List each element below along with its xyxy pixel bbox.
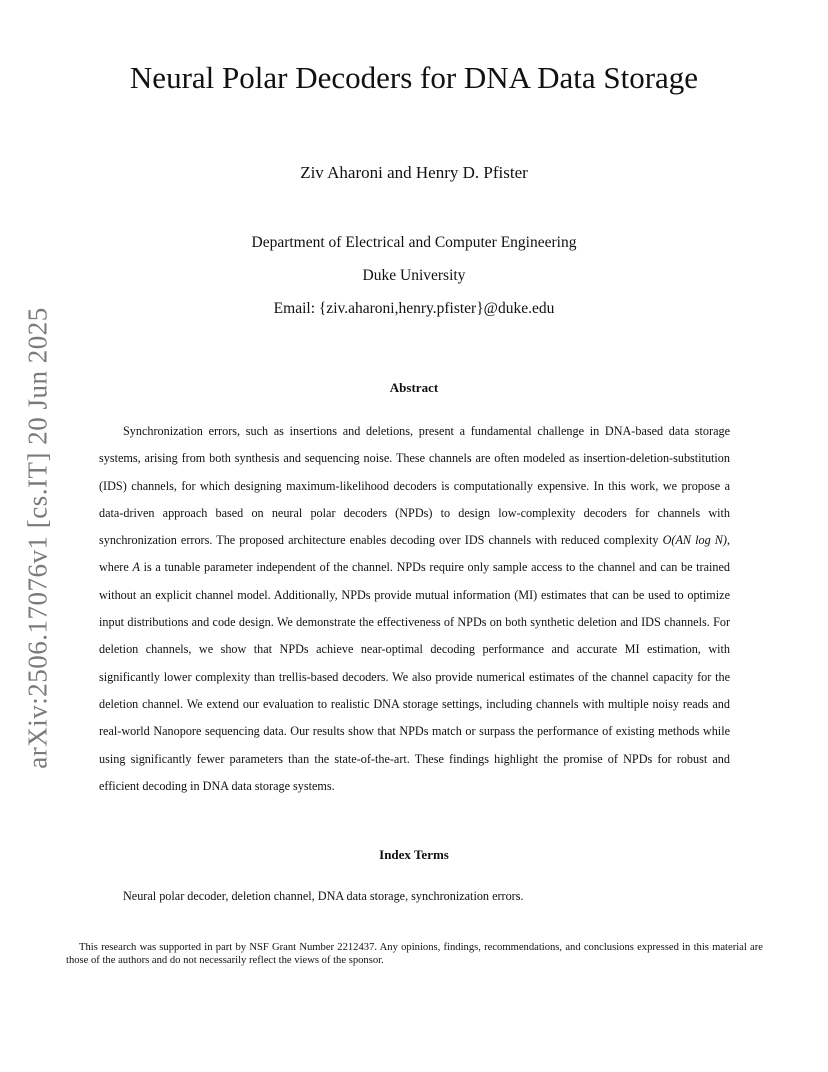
affiliation-university: Duke University [362,267,466,284]
index-terms-heading: Index Terms [379,847,449,862]
affiliation-department: Department of Electrical and Computer Engineering [251,234,577,251]
affiliation-email: Email: {ziv.aharoni,henry.pfister}@duke.edu [273,300,555,317]
complexity-expression: O(AN log N) [662,533,727,548]
abstract-text-part-2: , where [99,533,730,575]
arxiv-identifier-stamp: arXiv:2506.17076v1 [cs.IT] 20 Jun 2025 [22,307,53,769]
abstract-body [99,418,730,800]
abstract-text-part-1: Synchronization errors, such as insertions and deletions, present a fundamental challenge in DNA-based data storage systems, arising from both synthesis and sequencing noise. These channels are often modeled as insertion-deletion-substitution (IDS) channels, for which designing maximum-likelihood decoders is computationally expensive. In this work, we propose a data-driven approach based on neural polar decoders (NPDs) to design low-complexity decoders for channels with synchronization errors. The proposed architecture enables decoding over IDS channels with reduced complexity [99,424,730,548]
abstract-text-part-3: is a tunable parameter independent of the channel. NPDs require only sample access to the channel and can be trained without an explicit channel model. Additionally, NPDs provide mutual information (MI) estimates that can be used to optimize input distributions and code design. We demonstrate the effectiveness of NPDs on both synthetic deletion and IDS channels. For deletion channels, we show that NPDs achieve near-optimal decoding performance and accurate MI estimation, with significantly lower complexity than trellis-based decoders. We also provide numerical estimates of the channel capacity for the deletion channel. We extend our evaluation to realistic DNA storage settings, including channels with multiple noisy reads and real-world Nanopore sequencing data. Our results show that NPDs match or surpass the performance of existing methods while using significantly fewer parameters than the state-of-the-art. These findings highlight the promise of NPDs for robust and efficient decoding in DNA data storage systems. [99,560,731,793]
paper-title: Neural Polar Decoders for DNA Data Storage [129,60,699,95]
abstract-heading: Abstract [389,380,439,395]
author-list: Ziv Aharoni and Henry D. Pfister [300,163,528,182]
index-terms-list: Neural polar decoder, deletion channel, DNA data storage, synchronization errors. [123,889,524,903]
parameter-symbol: A [132,560,140,575]
funding-footnote: This research was supported in part by NSF Grant Number 2212437. Any opinions, findings, recommendations, and conclusions expressed in this material are those of the authors and do not necessarily reflect the views of the sponsor. [66,942,763,966]
